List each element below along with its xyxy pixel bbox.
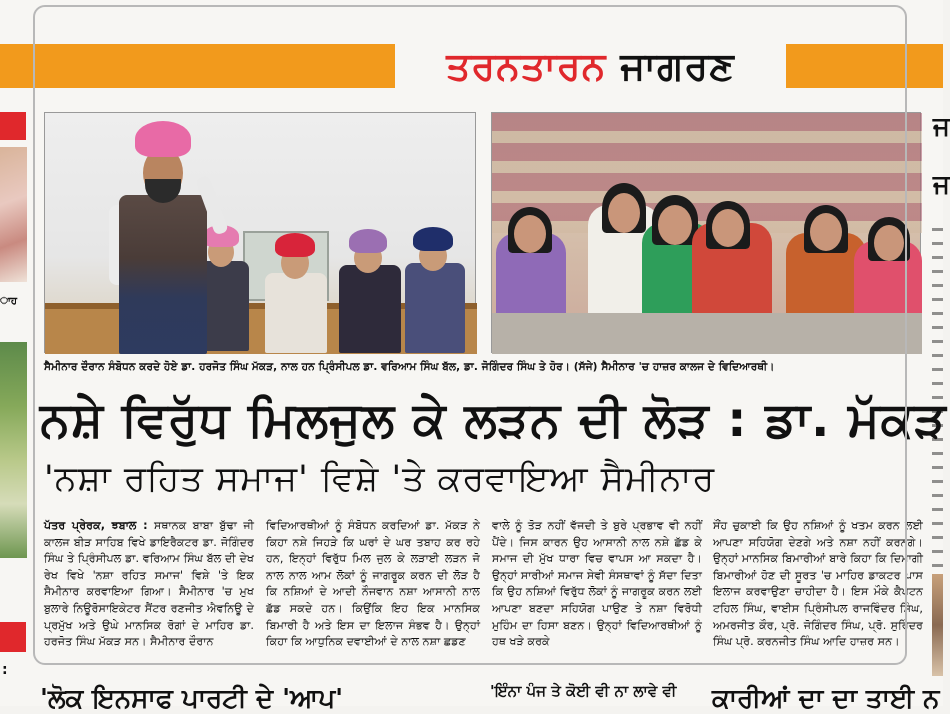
student-head: [658, 205, 692, 245]
left-column-photo-2: [0, 342, 27, 558]
left-column-text: ਾਹ: [0, 296, 17, 307]
right-column-heading: ਜ: [933, 112, 950, 142]
article-headline: ਨਸ਼ੇ ਵਿਰੁੱਧ ਮਿਲਜੁਲ ਕੇ ਲੜਨ ਦੀ ਲੋੜ : ਡਾ. ਮੱਕੜ: [40, 392, 947, 448]
guest-turban: [413, 227, 453, 251]
guest-figure: [265, 273, 327, 353]
masthead-band-right: [786, 44, 943, 88]
article-column-3: ਵਾਲੇ ਨੂੰ ਤੋੜ ਨਹੀਂ ਵੱਜਦੀ ਤੇ ਬੁਰੇ ਪ੍ਰਭਾਵ ਵੀ ਨਹੀਂ ਪੈਂਦੇ। ਜਿਸ ਕਾਰਨ ਉਹ ਆਸਾਨੀ ਨਾਲ ਨਸ਼ੇ ਛੱਡ ਕੇ ਸਮਾਜ ਦੀ ਮੁੱਖ ਧਾਰਾ ਵਿਚ ਵਾਪਸ ਆ ਸਕਦਾ ਹੈ। ਉਨ੍ਹਾਂ ਸਾਰੀਆਂ ਸਮਾਜ ਸੇਵੀ ਸੰਸਥਾਵਾਂ ਨੂੰ ਸੱਦਾ ਦਿਤਾ ਕਿ ਉਹ ਨਸ਼ਿਆਂ ਵਿਰੁੱਧ ਲੋਕਾਂ ਨੂੰ ਜਾਗਰੂਕ ਕਰਨ ਲਈ ਆਪਣਾ ਬਣਦਾ ਸਹਿਯੋਗ ਪਾਉਣ ਤੇ ਨਸ਼ਾ ਵਿਰੋਧੀ ਮੁਹਿੰਮ ਦਾ ਹਿਸਾ ਬਣਨ। ਉਨ੍ਹਾਂ ਵਿਦਿਆਰਥੀਆਂ ਨੂੰ ਹਥ ਖੜੇ ਕਰਕੇ: [492, 519, 702, 649]
student-head: [712, 209, 744, 247]
speaker-turban: [135, 121, 191, 157]
left-column-red-block: [0, 112, 26, 140]
speaker-figure: [119, 195, 207, 354]
left-column-colon: :: [2, 662, 8, 678]
article-column-1-text: ਸਥਾਨਕ ਬਾਬਾ ਬੁੱਢਾ ਜੀ ਕਾਲਜ ਬੀੜ ਸਾਹਿਬ ਵਿਖੇ ਡਾਇਰੈਕਟਰ ਡਾ. ਜੋਗਿੰਦਰ ਸਿੰਘ ਤੇ ਪ੍ਰਿੰਸੀਪਲ ਡਾ. ਵਰਿਆਮ ਸਿੰਘ ਬੱਲ ਦੀ ਦੇਖ ਰੇਖ ਵਿਖੇ 'ਨਸ਼ਾ ਰਹਿਤ ਸਮਾਜ' ਵਿਸ਼ੇ 'ਤੇ ਇਕ ਸੈਮੀਨਾਰ ਕਰਵਾਇਆ ਗਿਆ। ਸੈਮੀਨਾਰ 'ਚ ਮੁਖ ਬੁਲਾਰੇ ਨਿਊਰੋਸਾਇਕੇਟਰ ਸੈਂਟਰ ਰਣਜੀਤ ਐਵਨਿਊ ਦੇ ਪ੍ਰਮੁੱਖ ਅਤੇ ਉਘੇ ਮਾਨਸਿਕ ਰੋਗਾਂ ਦੇ ਮਾਹਿਰ ਡਾ. ਹਰਜੋਤ ਸਿੰਘ ਮੱਕੜ ਸਨ। ਸੈਮੀਨਾਰ ਦੌਰਾਨ: [44, 519, 254, 649]
article-subhead: 'ਨਸ਼ਾ ਰਹਿਤ ਸਮਾਜ' ਵਿਸ਼ੇ 'ਤੇ ਕਰਵਾਇਆ ਸੈਮੀਨਾਰ: [44, 459, 716, 499]
photo-caption: ਸੈਮੀਨਾਰ ਦੌਰਾਨ ਸੰਬੋਧਨ ਕਰਦੇ ਹੋਏ ਡਾ. ਹਰਜੋਤ ਸਿੰਘ ਮੱਕੜ, ਨਾਲ ਹਨ ਪ੍ਰਿੰਸੀਪਲ ਡਾ. ਵਰਿਆਮ ਸਿੰਘ ਬੱਲ, ਡਾ. ਜੋਗਿੰਦਰ ਸਿੰਘ ਤੇ ਹੋਰ। (ਸੱਜੇ) ਸੈਮੀਨਾਰ 'ਚ ਹਾਜ਼ਰ ਕਾਲਜ ਦੇ ਵਿਦਿਆਰਥੀ।: [44, 361, 775, 373]
student-head: [810, 213, 842, 251]
next-story-headline: 'ਲੋਕ ਇਨਸਾਫ ਪਾਰਟੀ ਦੇ 'ਆਪ': [40, 684, 344, 714]
masthead-band-left: [0, 44, 395, 88]
article-column-4: ਸੌਂਹ ਚੁਕਾਈ ਕਿ ਉਹ ਨਸ਼ਿਆਂ ਨੂੰ ਖਤਮ ਕਰਨ ਲਈ ਆਪਣਾ ਸਹਿਯੋਗ ਦੇਣਗੇ ਅਤੇ ਨਸ਼ਾ ਨਹੀਂ ਕਰਨਗੇ। ਉਨ੍ਹਾਂ ਮਾਨਸਿਕ ਬਿਮਾਰੀਆਂ ਬਾਰੇ ਕਿਹਾ ਕਿ ਦਿਮਾਗੀ ਬਿਮਾਰੀਆਂ ਹੋਣ ਦੀ ਸੂਰਤ 'ਚ ਮਾਹਿਰ ਡਾਕਟਰ ਪਾਸ ਇਲਾਜ ਕਰਵਾਉਣਾ ਚਾਹੀਦਾ ਹੈ। ਇਸ ਮੌਕੇ ਕੈਪਟਨ ਟਹਿਲ ਸਿੰਘ, ਵਾਈਸ ਪ੍ਰਿੰਸੀਪਲ ਰਾਜਵਿੰਦਰ ਸਿੰਘ, ਅਮਰਜੀਤ ਕੌਰ, ਪ੍ਰੋ. ਜੋਗਿੰਦਰ ਸਿੰਘ, ਪ੍ਰੋ. ਸੁਰਿੰਦਰ ਸਿੰਘ ਪ੍ਰੋ. ਕਰਨਜੀਤ ਸਿੰਘ ਆਦਿ ਹਾਜ਼ਰ ਸਨ।: [713, 519, 923, 649]
article-column-2: ਵਿਦਿਆਰਥੀਆਂ ਨੂੰ ਸੰਬੋਧਨ ਕਰਦਿਆਂ ਡਾ. ਮੱਕੜ ਨੇ ਕਿਹਾ ਨਸ਼ੇ ਜਿਹੜੇ ਕਿ ਘਰਾਂ ਦੇ ਘਰ ਤਬਾਹ ਕਰ ਰਹੇ ਹਨ, ਇਨ੍ਹਾਂ ਵਿਰੁੱਧ ਮਿਲ ਜੁਲ ਕੇ ਲੜਾਈ ਲੜਨ ਜੋ ਨਾਲ ਨਾਲ ਆਮ ਲੋਕਾਂ ਨੂੰ ਜਾਗਰੂਕ ਕਰਨ ਦੀ ਲੋੜ ਹੈ ਕਿ ਨਸ਼ਿਆਂ ਦੇ ਆਦੀ ਨੌਜਵਾਨ ਨਸ਼ਾ ਆਸਾਨੀ ਨਾਲ ਛੱਡ ਸਕਦੇ ਹਨ। ਕਿਉਂਕਿ ਇਹ ਇਕ ਮਾਨਸਿਕ ਬਿਮਾਰੀ ਹੈ ਅਤੇ ਇਸ ਦਾ ਇਲਾਜ ਸੰਭਵ ਹੈ। ਉਨ੍ਹਾਂ ਕਿਹਾ ਕਿ ਆਧੁਨਿਕ ਦਵਾਈਆਂ ਦੇ ਨਾਲ ਨਸ਼ਾ ਛਡਣ: [266, 519, 480, 649]
seminar-students-photo: [491, 112, 921, 353]
masthead-city: ਤਰਨਤਾਰਨ: [446, 43, 607, 88]
student-head: [608, 193, 640, 233]
masthead-band: [0, 44, 943, 88]
article-byline: ਪੱਤਰ ਪ੍ਰੇਰਕ, ਝਬਾਲ :: [44, 519, 148, 532]
guest-figure: [405, 263, 465, 353]
next-story-headline-2: 'ਇੰਨਾ ਪੰਜ ਤੇ ਕੋਈ ਵੀ ਨਾ ਲਾਵੇ ਵੀ: [490, 682, 677, 700]
next-story-headline-3: ਕਾਰੀਆਂ ਦਾ ਦਾ ਤਾਈ ਨ: [712, 684, 940, 714]
student-head: [874, 225, 904, 261]
guest-turban: [275, 233, 315, 257]
desk: [492, 313, 922, 354]
student-head: [514, 215, 546, 253]
masthead-title: [395, 44, 786, 88]
guest-turban: [349, 229, 387, 253]
right-column-photo: [932, 574, 943, 676]
article-column-1: [44, 518, 254, 651]
right-column-heading-2: ਜ: [933, 170, 950, 200]
left-column-photo: [0, 147, 27, 282]
left-column-red-block-2: [0, 622, 26, 652]
masthead-paper: ਜਾਗਰਣ: [620, 43, 735, 88]
seminar-speaker-photo: [44, 112, 476, 353]
guest-figure: [339, 265, 401, 353]
